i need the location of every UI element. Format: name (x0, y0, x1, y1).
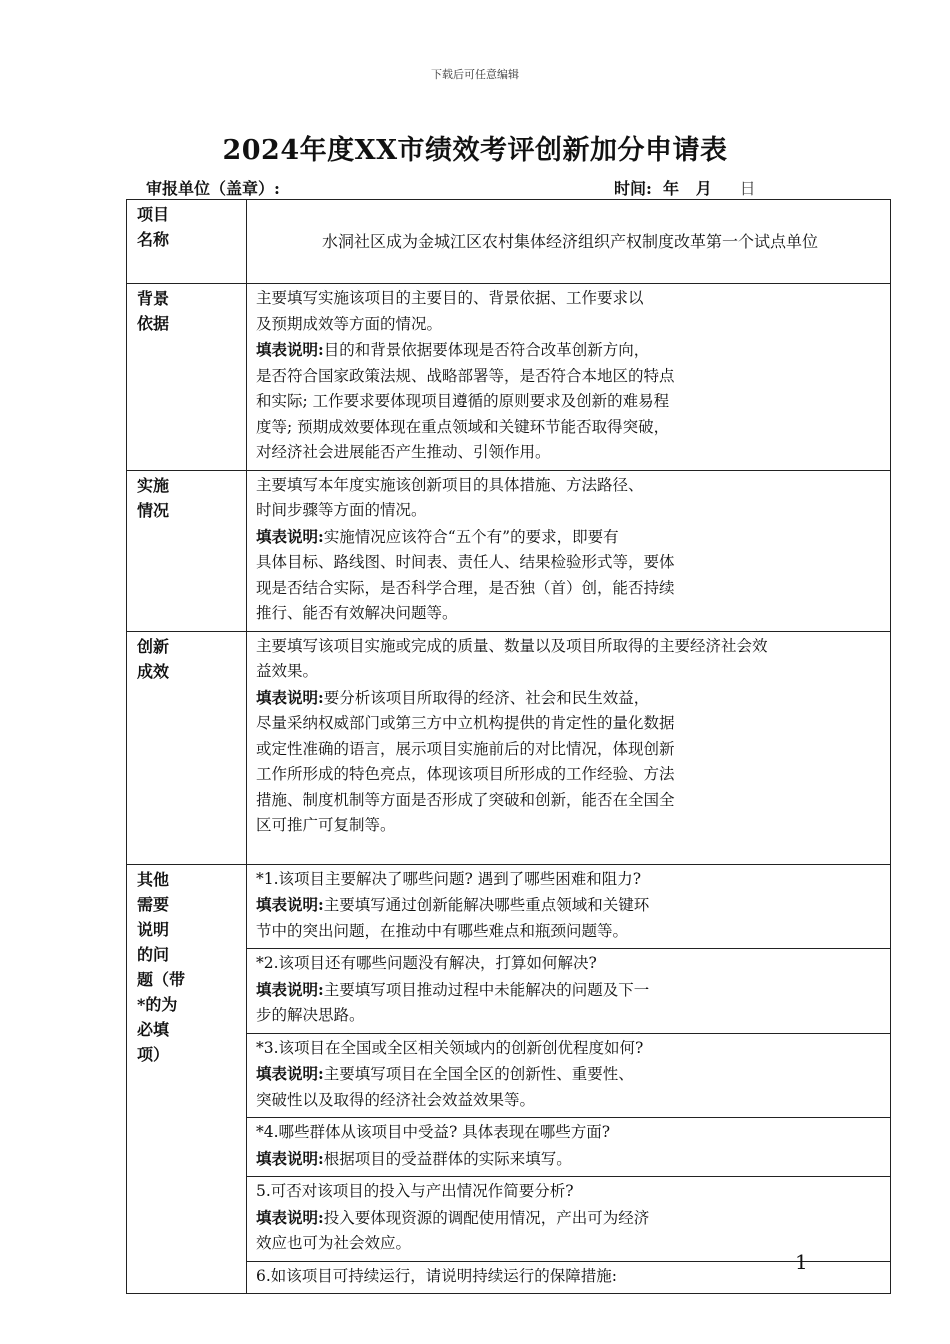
text-line (256, 1061, 884, 1088)
background-cell[interactable] (247, 284, 891, 471)
instruction-text: 主要填写项目在全国全区的创新性、重要性、 (323, 1065, 634, 1083)
other-item-1-cell[interactable] (247, 864, 891, 949)
text-line: 突破性以及取得的经济社会效益效果等。 (256, 1090, 536, 1109)
label-line: 必填 (137, 1019, 170, 1039)
label-background (127, 284, 247, 471)
text-line: 对经济社会进展能否产生推动、引领作用。 (256, 443, 551, 461)
text-line: 是否符合国家政策法规、战略部署等，是否符合本地区的特点 (256, 366, 675, 385)
label-line: 成效 (137, 661, 170, 681)
instruction-label: 填表说明: (256, 895, 324, 914)
text-line: 及预期成效等方面的情况。 (256, 314, 443, 333)
label-line: 其他 (137, 869, 170, 889)
project-name-cell[interactable] (247, 200, 891, 284)
instruction-label: 填表说明: (256, 979, 324, 999)
instruction-label: 填表说明: (256, 526, 324, 546)
row-project (127, 200, 891, 284)
other-item-3-cell[interactable] (247, 1033, 891, 1118)
text-line: 节中的突出问题，在推动中有哪些难点和瓶颈问题等。 (256, 921, 629, 940)
time-year-month: 时间: 年 月 (614, 179, 712, 198)
page-number: 1 (795, 1250, 808, 1274)
text-line: *3.该项目在全国或全区相关领域内的创新创优程度如何? (256, 1038, 644, 1057)
label-line: 背景 (137, 289, 170, 308)
text-line: 现是否结合实际，是否科学合理，是否独（首）创，能否持续 (256, 578, 675, 597)
instruction-text: 主要填写项目推动过程中未能解决的问题及下一 (323, 980, 650, 999)
time-day: 日 (739, 179, 756, 198)
instruction-label: 填表说明: (256, 340, 324, 359)
label-line: 的问 (137, 944, 170, 964)
label-line: 项目 (137, 205, 170, 224)
other-item-6-cell[interactable] (247, 1261, 891, 1294)
text-line: *4.哪些群体从该项目中受益? 具体表现在哪些方面? (256, 1123, 611, 1141)
instruction-text: 要分析该项目所取得的经济、社会和民生效益， (323, 688, 650, 707)
text-line: 主要填写实施该项目的主要目的、背景依据、工作要求以 (256, 289, 644, 307)
instruction-label: 填表说明: (256, 687, 324, 707)
text-line (256, 1146, 884, 1173)
text-line: 步的解决思路。 (256, 1006, 365, 1024)
instruction-text: 目的和背景依据要体现是否符合改革创新方向， (323, 341, 650, 359)
row-effect (127, 631, 891, 864)
unit-label: 审报单位（盖章）: (146, 179, 280, 198)
instruction-text: 实施情况应该符合“五个有”的要求，即要有 (323, 527, 619, 546)
text-line: 主要填写该项目实施或完成的质量、数量以及项目所取得的主要经济社会效 (256, 636, 768, 655)
label-line: 依据 (137, 314, 170, 333)
implementation-cell[interactable] (247, 470, 891, 631)
label-line: 创新 (137, 636, 170, 656)
text-line: 6.如该项目可持续运行，请说明持续运行的保障措施: (256, 1266, 618, 1285)
text-line: *2.该项目还有哪些问题没有解决，打算如何解决? (256, 954, 597, 972)
text-line: 效应也可为社会效应。 (256, 1234, 412, 1252)
text-line: 区可推广可复制等。 (256, 816, 396, 834)
other-item-4-cell[interactable] (247, 1118, 891, 1177)
text-line: *1.该项目主要解决了哪些问题? 遇到了哪些困难和阻力? (256, 869, 642, 888)
text-line: 益效果。 (256, 662, 319, 680)
label-line: 实施 (137, 475, 170, 495)
text-line: 工作所形成的特色亮点，体现该项目所形成的工作经验、方法 (256, 765, 675, 783)
text-line (256, 1205, 884, 1232)
text-line (256, 337, 884, 364)
other-item-2-cell[interactable] (247, 949, 891, 1034)
instruction-text: 投入要体现资源的调配使用情况，产出可为经济 (323, 1208, 650, 1227)
instruction-label: 填表说明: (256, 1148, 324, 1168)
effect-cell[interactable] (247, 631, 891, 864)
text-line: 时间步骤等方面的情况。 (256, 501, 427, 519)
row-background (127, 284, 891, 471)
application-form-table (126, 199, 891, 1294)
header-note: 下载后可任意编辑 (431, 68, 519, 81)
label-line: 题（带 (137, 969, 186, 989)
row-implementation (127, 470, 891, 631)
page-title: 2024年度XX市绩效考评创新加分申请表 (222, 135, 728, 166)
text-line: 措施、制度机制等方面是否形成了突破和创新，能否在全国全 (256, 790, 675, 809)
instruction-text: 主要填写通过创新能解决哪些重点领域和关键环 (323, 896, 650, 914)
text-line: 尽量采纳权威部门或第三方中立机构提供的肯定性的量化数据 (256, 714, 675, 732)
project-name-value: 水洞社区成为金城江区农村集体经济组织产权制度改革第一个试点单位 (321, 232, 818, 251)
label-other (127, 864, 247, 1294)
time-label (614, 176, 756, 199)
label-line: 需要 (137, 894, 170, 914)
label-line: 名称 (137, 230, 170, 249)
text-line: 5.可否对该项目的投入与产出情况作简要分析? (256, 1182, 574, 1200)
text-line: 度等; 预期成效要体现在重点领域和关键环节能否取得突破， (256, 417, 670, 436)
label-implementation (127, 470, 247, 631)
instruction-label: 填表说明: (256, 1207, 324, 1227)
instruction-label: 填表说明: (256, 1064, 324, 1083)
label-line: *的为 (137, 994, 178, 1014)
text-line: 主要填写本年度实施该创新项目的具体措施、方法路径、 (256, 475, 644, 494)
label-project (127, 200, 247, 284)
text-line (256, 685, 884, 712)
text-line (256, 977, 884, 1004)
other-item-5-cell[interactable] (247, 1177, 891, 1262)
text-line: 和实际; 工作要求要体现项目遵循的原则要求及创新的难易程 (256, 392, 670, 410)
text-line: 或定性准确的语言，展示项目实施前后的对比情况，体现创新 (256, 739, 675, 758)
text-line (256, 892, 884, 919)
row-other-0 (127, 864, 891, 949)
text-line (256, 524, 884, 551)
instruction-text: 根据项目的受益群体的实际来填写。 (323, 1149, 572, 1168)
label-line: 项） (137, 1044, 170, 1064)
label-line: 情况 (137, 500, 170, 520)
label-effect (127, 631, 247, 864)
text-line: 推行、能否有效解决问题等。 (256, 604, 458, 622)
text-line: 具体目标、路线图、时间表、责任人、结果检验形式等，要体 (256, 553, 675, 571)
label-line: 说明 (137, 919, 170, 939)
